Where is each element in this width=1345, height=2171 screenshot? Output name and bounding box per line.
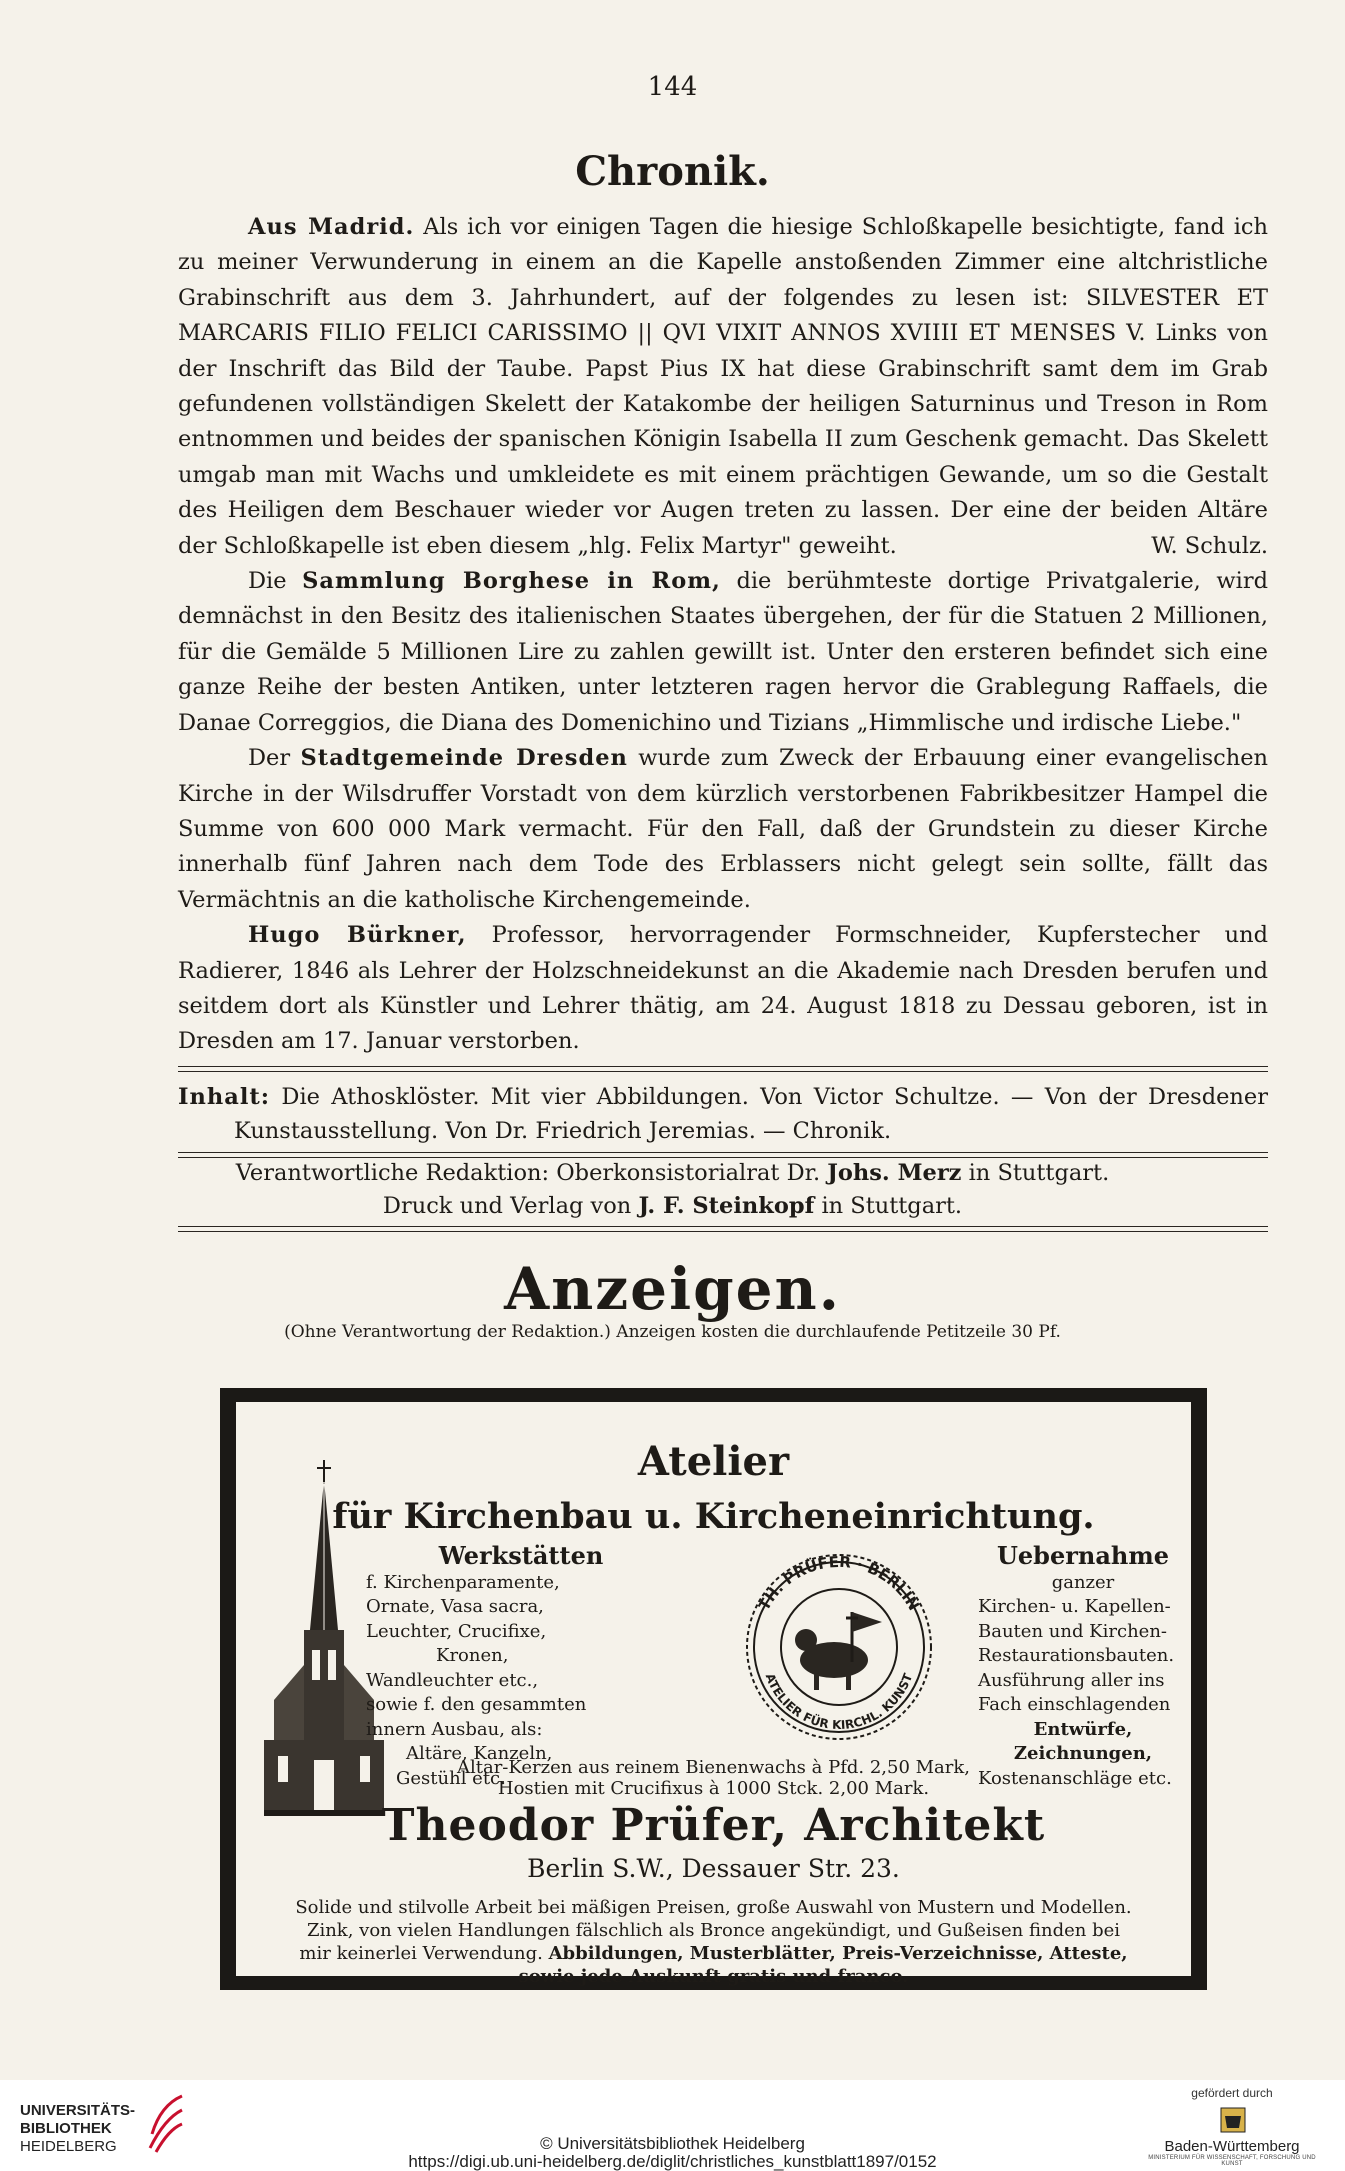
paragraph-madrid: [178, 210, 1268, 564]
contents-label: Inhalt:: [178, 1084, 271, 1110]
footer-text: mir keinerlei Verwendung.: [299, 1943, 543, 1964]
section-title: Chronik.: [575, 148, 770, 195]
editor-name: Johs. Merz: [827, 1160, 962, 1186]
workshop-item: Wandleuchter etc.,: [366, 1669, 539, 1691]
workshop-item: Leuchter, Crucifixe,: [366, 1620, 547, 1642]
services-item: Entwürfe,: [1033, 1718, 1133, 1740]
footer-line: Solide und stilvolle Arbeit bei mäßigen Preisen, große Auswahl von Mustern und Modellen.: [295, 1897, 1132, 1918]
divider: [178, 1066, 1268, 1072]
architect-address: Berlin S.W., Dessauer Str. 23.: [527, 1854, 900, 1883]
paragraph-text: die berühmteste dortige Privatgalerie, wird demnächst in den Besitz des italienischen Staates übergehen, der für die Statuen 2 Millionen, für die Gemälde 5 Millionen Lire zu zahlen gewillt ist. Unter den ersteren befindet sich eine ganze Reihe der besten Antiken, unter letzteren ragen hervor die Grablegung Raffaels, die Danae Correggios, die Diana des Domenichino und Tizians „Himmlische und irdische Liebe.": [178, 568, 1268, 736]
offer-line: Hostien mit Crucifixus à 1000 Stck. 2,00 Mark.: [497, 1778, 930, 1799]
sponsor-label: gefördert durch: [1191, 2086, 1273, 2100]
services-header: Uebernahme: [996, 1541, 1169, 1570]
library-name-line: BIBLIOTHEK: [20, 2120, 112, 2137]
paragraph-lead: Sammlung Borghese in Rom,: [302, 568, 721, 595]
paragraph-lead: Hugo Bürkner,: [248, 922, 467, 949]
seal-icon: [734, 1552, 944, 1742]
divider: [178, 1226, 1268, 1232]
state-crest-icon: [1217, 2104, 1249, 2136]
services-item: Zeichnungen,: [1013, 1743, 1153, 1764]
divider: [178, 1152, 1268, 1158]
paragraph-lead: Stadtgemeinde Dresden: [300, 745, 628, 772]
paragraph-signature: W. Schulz.: [1151, 532, 1268, 559]
paragraph-text: Als ich vor einigen Tagen die hiesige Schloßkapelle besichtigte, fand ich zu meiner Verwunderung in einem an die Kapelle anstoßenden Zimmer eine altchristliche Grabinschrift aus dem 3. Jahrhundert, auf der folgendes zu lesen ist: SILVESTER ET MARCARIS FILIO FELICI CARISSIMO || QVI VIXIT ANNOS XVIIII ET MENSES V. Links von der Inschrift das Bild der Taube. Papst Pius IX hat diese Grabinschrift samt dem im Grab gefundenen vollständigen Skelett der Katakombe der heiligen Saturninus und Treson in Rom entnommen und beides der spanischen Königin Isabella II zum Geschenk gemacht. Das Skelett umgab man mit Wachs und umkleidete es mit einem prächtigen Gewande, um so die Gestalt des Heiligen dem Beschauer wieder vor Augen treten zu lassen. Der eine der beiden Altäre der Schloßkapelle ist eben diesem „hlg. Felix Martyr" geweiht.: [178, 214, 1268, 559]
offer-line: Altar-Kerzen aus reinem Bienenwachs à Pfd. 2,50 Mark,: [456, 1757, 971, 1778]
paragraph-dresden: [178, 741, 1268, 918]
advertisement: [220, 1388, 1207, 1990]
workshop-item: sowie f. den gesammten: [366, 1694, 587, 1715]
sponsor-block: [1137, 2086, 1327, 2167]
workshop-item: innern Ausbau, als:: [366, 1718, 543, 1740]
copyright-text: © Universitätsbibliothek Heidelberg: [540, 2134, 805, 2153]
footer-line: sowie jede Auskunft gratis und franco.: [518, 1966, 909, 1987]
services-item: Kirchen- u. Kapellen-: [978, 1596, 1171, 1617]
sponsor-ministry: MINISTERIUM FÜR WISSENSCHAFT, FORSCHUNG UND KUNST: [1148, 2155, 1316, 2167]
workshop-item: Ornate, Vasa sacra,: [366, 1596, 544, 1617]
footer-bold-text: Abbildungen, Musterblätter, Preis-Verzeichnisse, Atteste,: [548, 1943, 1128, 1964]
imprint-publisher: [0, 1193, 1345, 1219]
seal-bottom-text: ATELIER FÜR KIRCHL. KUNST: [762, 1671, 916, 1733]
paragraph-prefix: Die: [248, 568, 287, 595]
library-name-line: UNIVERSITÄTS-: [20, 2102, 136, 2119]
imprint-text: Verantwortliche Redaktion: Oberkonsistorialrat Dr.: [235, 1160, 821, 1186]
services-item: ganzer: [1051, 1571, 1115, 1593]
page-number: 144: [647, 72, 698, 102]
paragraph-borghese: [178, 564, 1268, 741]
workshop-list: [366, 1541, 676, 1791]
advert-footer: [246, 1896, 1181, 1988]
workshop-item: Altäre, Kanzeln,: [406, 1743, 553, 1764]
viewer-footer: [0, 2080, 1345, 2171]
imprint-text: in Stuttgart.: [821, 1193, 963, 1219]
services-item: Ausführung aller ins: [978, 1669, 1165, 1691]
permalink-url[interactable]: https://digi.ub.uni-heidelberg.de/diglit/christliches_kunstblatt1897/0152: [408, 2152, 937, 2171]
footer-line: [246, 1942, 1181, 1965]
workshop-item: Kronen,: [436, 1645, 509, 1666]
ads-title: Anzeigen.: [504, 1255, 841, 1323]
services-item: Bauten und Kirchen-: [978, 1620, 1167, 1642]
footer-line: Zink, von vielen Handlungen fälschlich als Bronce angekündigt, und Gußeisen finden bei: [306, 1920, 1121, 1941]
contents-block: [178, 1080, 1268, 1148]
workshop-item: f. Kirchenparamente,: [366, 1571, 560, 1593]
contents-text: Die Athosklöster. Mit vier Abbildungen. Von Victor Schultze. — Von der Dresdener Kunstausstellung. Von Dr. Friedrich Jeremias. — Chronik.: [234, 1084, 1268, 1144]
chronicle-column: [178, 210, 1268, 1060]
seal-top-text: TH. PRÜFER · BERLIN: [754, 1552, 924, 1614]
advert-title: Atelier: [637, 1438, 790, 1485]
library-name-line: HEIDELBERG: [20, 2138, 117, 2155]
imprint-text: in Stuttgart.: [968, 1160, 1110, 1186]
sponsor-name: Baden-Württemberg: [1164, 2138, 1300, 2155]
imprint-editor: [0, 1160, 1345, 1186]
ads-note: (Ohne Verantwortung der Redaktion.) Anzeigen kosten die durchlaufende Petitzeile 30 Pf.: [284, 1322, 1061, 1342]
services-item: Fach einschlagenden: [978, 1694, 1171, 1715]
paragraph-text: Professor, hervorragender Formschneider, Kupferstecher und Radierer, 1846 als Lehrer der Holzschneidekunst an die Akademie nach Dresden berufen und seitdem dort als Künstler und Lehrer thätig, am 24. August 1818 zu Dessau geboren, ist in Dresden am 17. Januar verstorben.: [178, 922, 1269, 1055]
workshop-header: Werkstätten: [438, 1541, 604, 1570]
workshop-item: Gestühl etc.: [396, 1767, 506, 1789]
imprint-text: Druck und Verlag von: [382, 1193, 632, 1219]
services-item: Kostenanschläge etc.: [978, 1767, 1172, 1789]
paragraph-text: wurde zum Zweck der Erbauung einer evangelischen Kirche in der Wilsdruffer Vorstadt von dem kürzlich verstorbenen Fabrikbesitzer Hampel die Summe von 600 000 Mark vermacht. Für den Fall, daß der Grundstein zu dieser Kirche innerhalb fünf Jahren nach dem Tode des Erblassers nicht gelegt sein sollte, fällt das Vermächtnis an die katholische Kirchengemeinde.: [178, 745, 1269, 913]
architect-name: Theodor Prüfer, Architekt: [381, 1800, 1046, 1851]
paragraph-prefix: Der: [248, 745, 291, 772]
services-list: [978, 1541, 1188, 1791]
publisher-name: J. F. Steinkopf: [638, 1193, 815, 1219]
advertisement-inner: [236, 1402, 1191, 1987]
paragraph-buerkner: [178, 918, 1268, 1060]
advert-subtitle: für Kirchenbau u. Kircheneinrichtung.: [332, 1496, 1095, 1537]
services-item: Restaurationsbauten.: [978, 1645, 1175, 1666]
paragraph-lead: Aus Madrid.: [248, 214, 415, 240]
